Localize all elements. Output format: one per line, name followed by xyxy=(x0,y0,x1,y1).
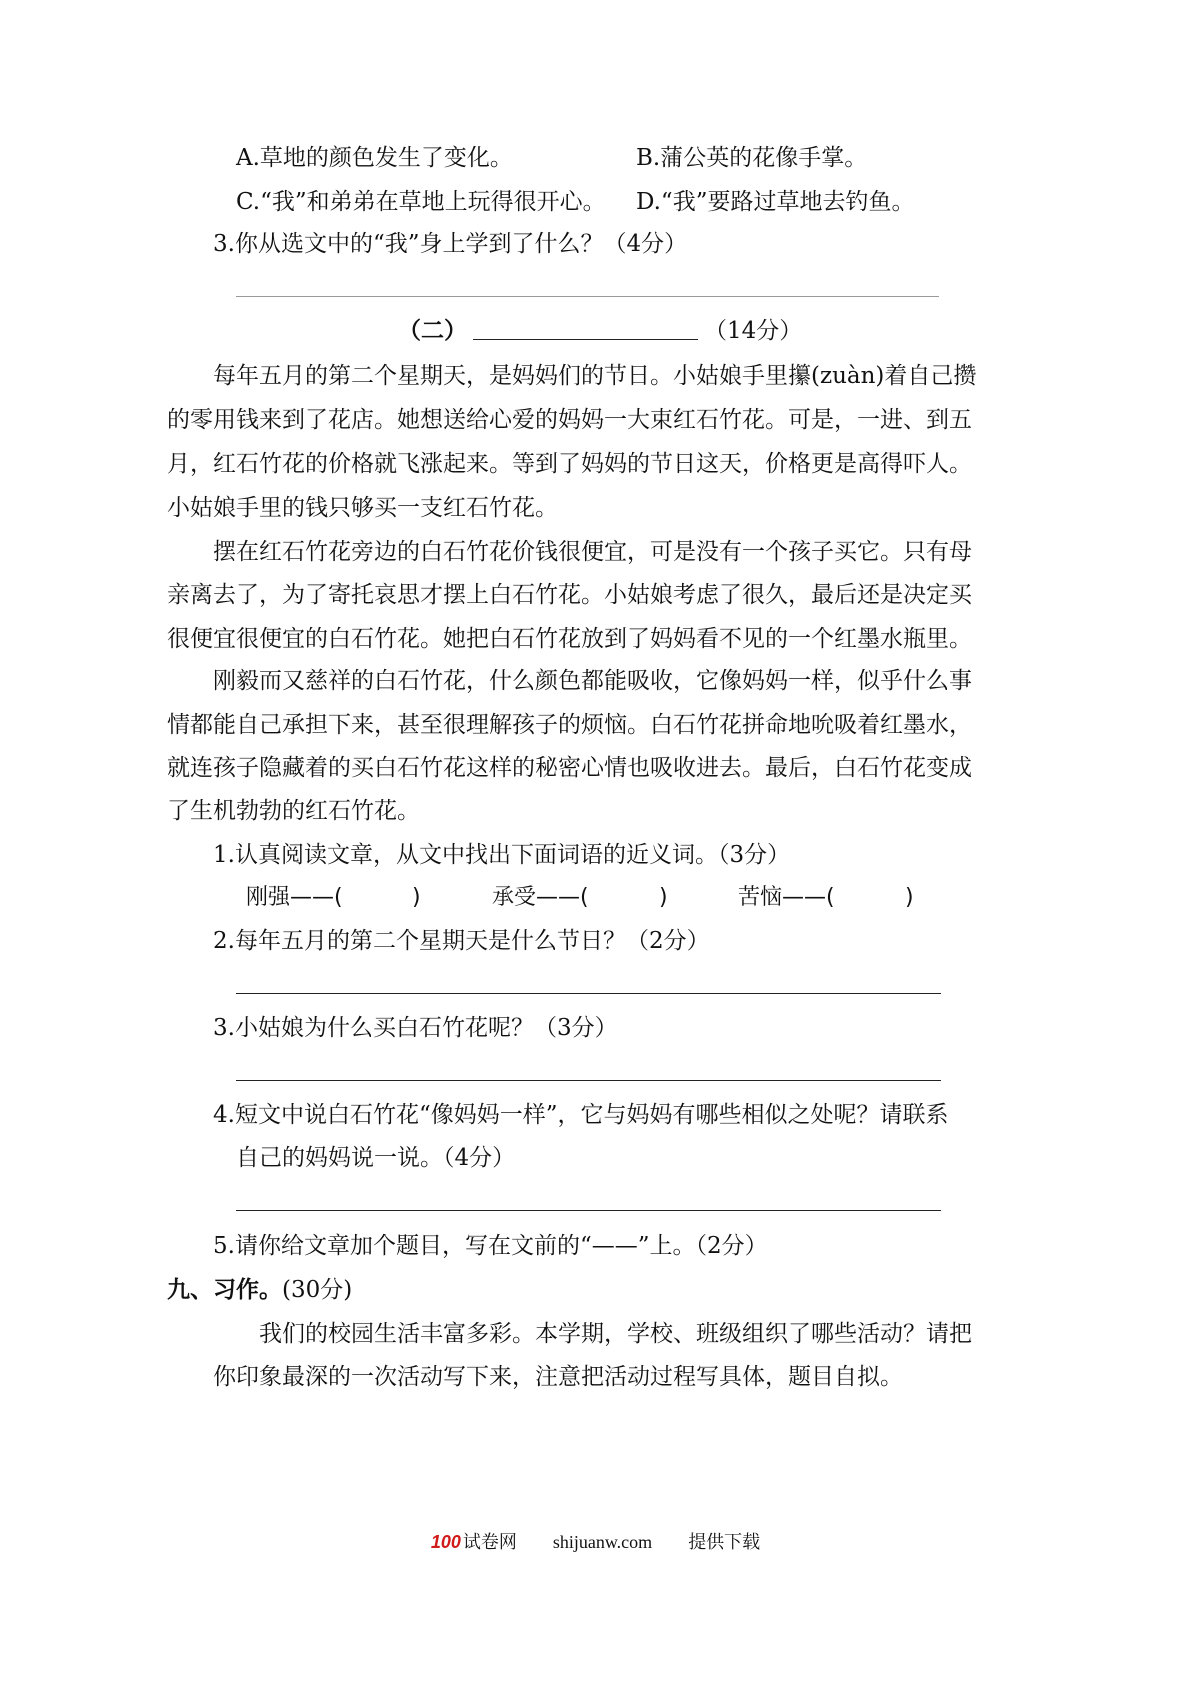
download-note: 提供下载 xyxy=(688,1532,761,1552)
question-3: 3.小姑娘为什么买白石竹花呢？（3分） xyxy=(213,1015,618,1041)
passage-line: 了生机勃勃的红石竹花。 xyxy=(167,798,420,824)
title-blank[interactable] xyxy=(473,319,698,340)
answer-line[interactable] xyxy=(236,993,941,994)
writing-prompt-line: 我们的校园生活丰富多彩。本学期，学校、班级组织了哪些活动？请把 xyxy=(259,1321,972,1347)
writing-prompt-line: 你印象最深的一次活动写下来，注意把活动过程写具体，题目自拟。 xyxy=(213,1364,903,1390)
answer-line[interactable] xyxy=(236,1080,941,1081)
synonym-close-3[interactable]: ) xyxy=(905,885,914,910)
answer-line xyxy=(236,296,939,297)
footer xyxy=(0,1528,1191,1554)
passage-line: 就连孩子隐藏着的买白石竹花这样的秘密心情也吸收进去。最后，白石竹花变成 xyxy=(167,755,972,781)
passage-line: 每年五月的第二个星期天，是妈妈们的节日。小姑娘手里攥(zuàn)着自己攒 xyxy=(213,363,977,389)
site-logo: 100 xyxy=(430,1532,461,1552)
question-4-line1: 4.短文中说白石竹花“像妈妈一样”，它与妈妈有哪些相似之处呢？请联系 xyxy=(213,1102,949,1128)
synonym-word-3: 苦恼——( xyxy=(738,885,835,910)
question-4-line2: 自己的妈妈说一说。（4分） xyxy=(236,1145,516,1171)
question-2: 2.每年五月的第二个星期天是什么节日？（2分） xyxy=(213,928,710,954)
passage-line: 月，红石竹花的价格就飞涨起来。等到了妈妈的节日这天，价格更是高得吓人。 xyxy=(167,451,972,477)
passage-line: 小姑娘手里的钱只够买一支红石竹花。 xyxy=(167,495,558,521)
writing-heading-number: 九、习作。 xyxy=(167,1276,282,1303)
passage-line: 亲离去了，为了寄托哀思才摆上白石竹花。小姑娘考虑了很久，最后还是决定买 xyxy=(167,582,972,608)
passage-line: 摆在红石竹花旁边的白石竹花价钱很便宜，可是没有一个孩子买它。只有母 xyxy=(213,539,972,565)
synonym-word-1: 刚强——( xyxy=(246,885,343,910)
synonym-word-2: 承受——( xyxy=(492,885,589,910)
section-heading xyxy=(398,316,802,346)
option-d: D.“我”要路过草地去钓鱼。 xyxy=(636,189,915,215)
option-c: C.“我”和弟弟在草地上玩得很开心。 xyxy=(236,189,606,215)
option-b: B.蒲公英的花像手掌。 xyxy=(636,145,868,171)
synonym-close-2[interactable]: ) xyxy=(659,885,668,910)
writing-heading-score: (30分) xyxy=(282,1277,353,1303)
question-5: 5.请你给文章加个题目，写在文前的“——”上。（2分） xyxy=(213,1233,768,1259)
question-3-part1: 3.你从选文中的“我”身上学到了什么？（4分） xyxy=(213,231,688,257)
passage-line: 刚毅而又慈祥的白石竹花，什么颜色都能吸收，它像妈妈一样，似乎什么事 xyxy=(213,668,972,694)
writing-heading xyxy=(167,1275,352,1305)
synonym-close-1[interactable]: ) xyxy=(412,885,421,910)
site-name: 试卷网 xyxy=(462,1532,517,1552)
passage-line: 的零用钱来到了花店。她想送给心爱的妈妈一大束红石竹花。可是，一进、到五 xyxy=(167,407,972,433)
passage-line: 很便宜很便宜的白石竹花。她把白石竹花放到了妈妈看不见的一个红墨水瓶里。 xyxy=(167,626,972,652)
site-domain[interactable]: shijuanw.com xyxy=(552,1532,653,1552)
answer-line[interactable] xyxy=(236,1210,941,1211)
option-a: A.草地的颜色发生了变化。 xyxy=(236,145,513,171)
question-1: 1.认真阅读文章，从文中找出下面词语的近义词。（3分） xyxy=(213,842,791,868)
passage-line: 情都能自己承担下来，甚至很理解孩子的烦恼。白石竹花拼命地吮吸着红墨水， xyxy=(167,712,972,738)
section-label: （二） xyxy=(398,317,467,344)
section-score: （14分） xyxy=(704,318,803,344)
